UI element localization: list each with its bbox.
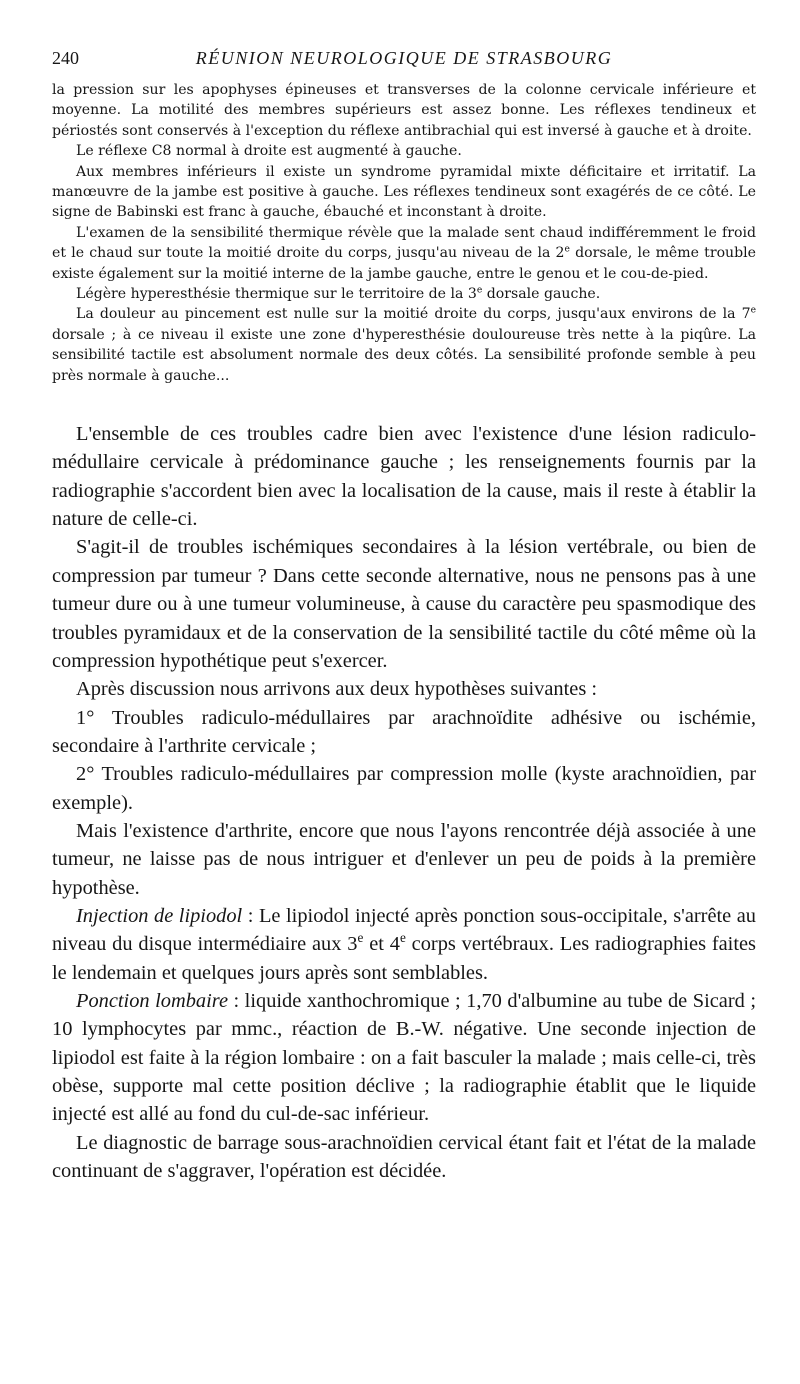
section-label: Injection de lipiodol (76, 904, 243, 927)
hypothesis-1: 1° Troubles radiculo-médullaires par arachnoïdite adhésive ou ischémie, secondaire à l'arthrite cervicale ; (52, 706, 756, 757)
hypothesis-2: 2° Troubles radiculo-médullaires par compression molle (kyste arachnoïdien, par exemple). (52, 763, 756, 814)
body-paragraph: S'agit-il de troubles ischémiques secondaires à la lésion vertébrale, ou bien de compression par tumeur ? Dans cette seconde alternative, nous ne pensons pas à une tumeur dure ou à une tumeur volumineuse, à cause du caractère peu spasmodique des troubles pyramidaux et de la conservation de la sensibilité tactile du côté même où la compression hypothétique peut s'exercer. (52, 536, 756, 672)
main-text (52, 420, 756, 1185)
notes-paragraph: Aux membres inférieurs il existe un syndrome pyramidal mixte déficitaire et irritatif. La manœuvre de la jambe est positive à gauche. Les réflexes tendineux sont exagérés de ce côté. Le signe de Babinski est franc à gauche, ébauché et inconstant à droite. (52, 163, 756, 221)
body-paragraph: Mais l'existence d'arthrite, encore que nous l'ayons rencontrée déjà associée à une tumeur, ne laisse pas de nous intriguer et d'enlever un peu de poids à la première hypothèse. (52, 819, 756, 899)
body-paragraph: Le diagnostic de barrage sous-arachnoïdien cervical étant fait et l'état de la malade continuant de s'aggraver, l'opération est décidée. (52, 1131, 756, 1183)
journal-title: RÉUNION NEUROLOGIQUE DE STRASBOURG (195, 48, 613, 68)
notes-paragraph: Le réflexe C8 normal à droite est augmenté à gauche. (76, 143, 462, 160)
notes-paragraph: L'examen de la sensibilité thermique révèle que la malade sent chaud indifféremment le froid et le chaud sur toute la moitié droite du corps, jusqu'au niveau de la 2e dorsale, le même trouble existe également sur la moitié interne de la jambe gauche, entre le genou et le cou-de-pied. (52, 224, 757, 282)
section-label: Ponction lombaire (76, 989, 228, 1012)
notes-paragraph: Légère hyperesthésie thermique sur le territoire de la 3e dorsale gauche. (76, 284, 601, 303)
lipiodol-paragraph: Injection de lipiodol : Le lipiodol injecté après ponction sous-occipitale, s'arrête au niveau du disque intermédiaire aux 3e et 4e corps vertébraux. Les radiographies faites le lendemain et quelques jours après sont semblables. (52, 904, 756, 984)
notes-paragraph: la pression sur les apophyses épineuses et transverses de la colonne cervicale inférieure et moyenne. La motilité des membres supérieurs est assez bonne. Les réflexes tendineux et périostés sont conservés à l'exception du réflexe antibrachial qui est inversé à gauche et à droite. (52, 82, 756, 139)
body-paragraph: L'ensemble de ces troubles cadre bien avec l'existence d'une lésion radiculo-médullaire cervicale à prédominance gauche ; les renseignements fournis par la radiographie s'accordent bien avec la localisation de la cause, mais il reste à établir la nature de celle-ci. (52, 423, 756, 531)
body-paragraph: Après discussion nous arrivons aux deux hypothèses suivantes : (76, 678, 598, 701)
clinical-notes (52, 80, 756, 386)
page-number: 240 (52, 48, 79, 68)
lumbar-puncture-paragraph: Ponction lombaire : liquide xanthochromique ; 1,70 d'albumine au tube de Sicard ; 10 lymphocytes par mmc., réaction de B.-W. négative. Une seconde injection de lipiodol est faite à la région lombaire : on a fait basculer la malade ; mais celle-ci, très obèse, supporte mal cette position déclive ; la radiographie établit que le liquide injecté est allé au fond du cul-de-sac inférieur. (52, 989, 756, 1126)
running-header (52, 48, 756, 72)
notes-paragraph: La douleur au pincement est nulle sur la moitié droite du corps, jusqu'aux environs de la 7e dorsale ; à ce niveau il existe une zone d'hyperesthésie douloureuse très nette à la piqûre. La sensibilité tactile est absolument normale des deux côtés. La sensibilité profonde semble à peu près normale à gauche... (52, 304, 756, 384)
